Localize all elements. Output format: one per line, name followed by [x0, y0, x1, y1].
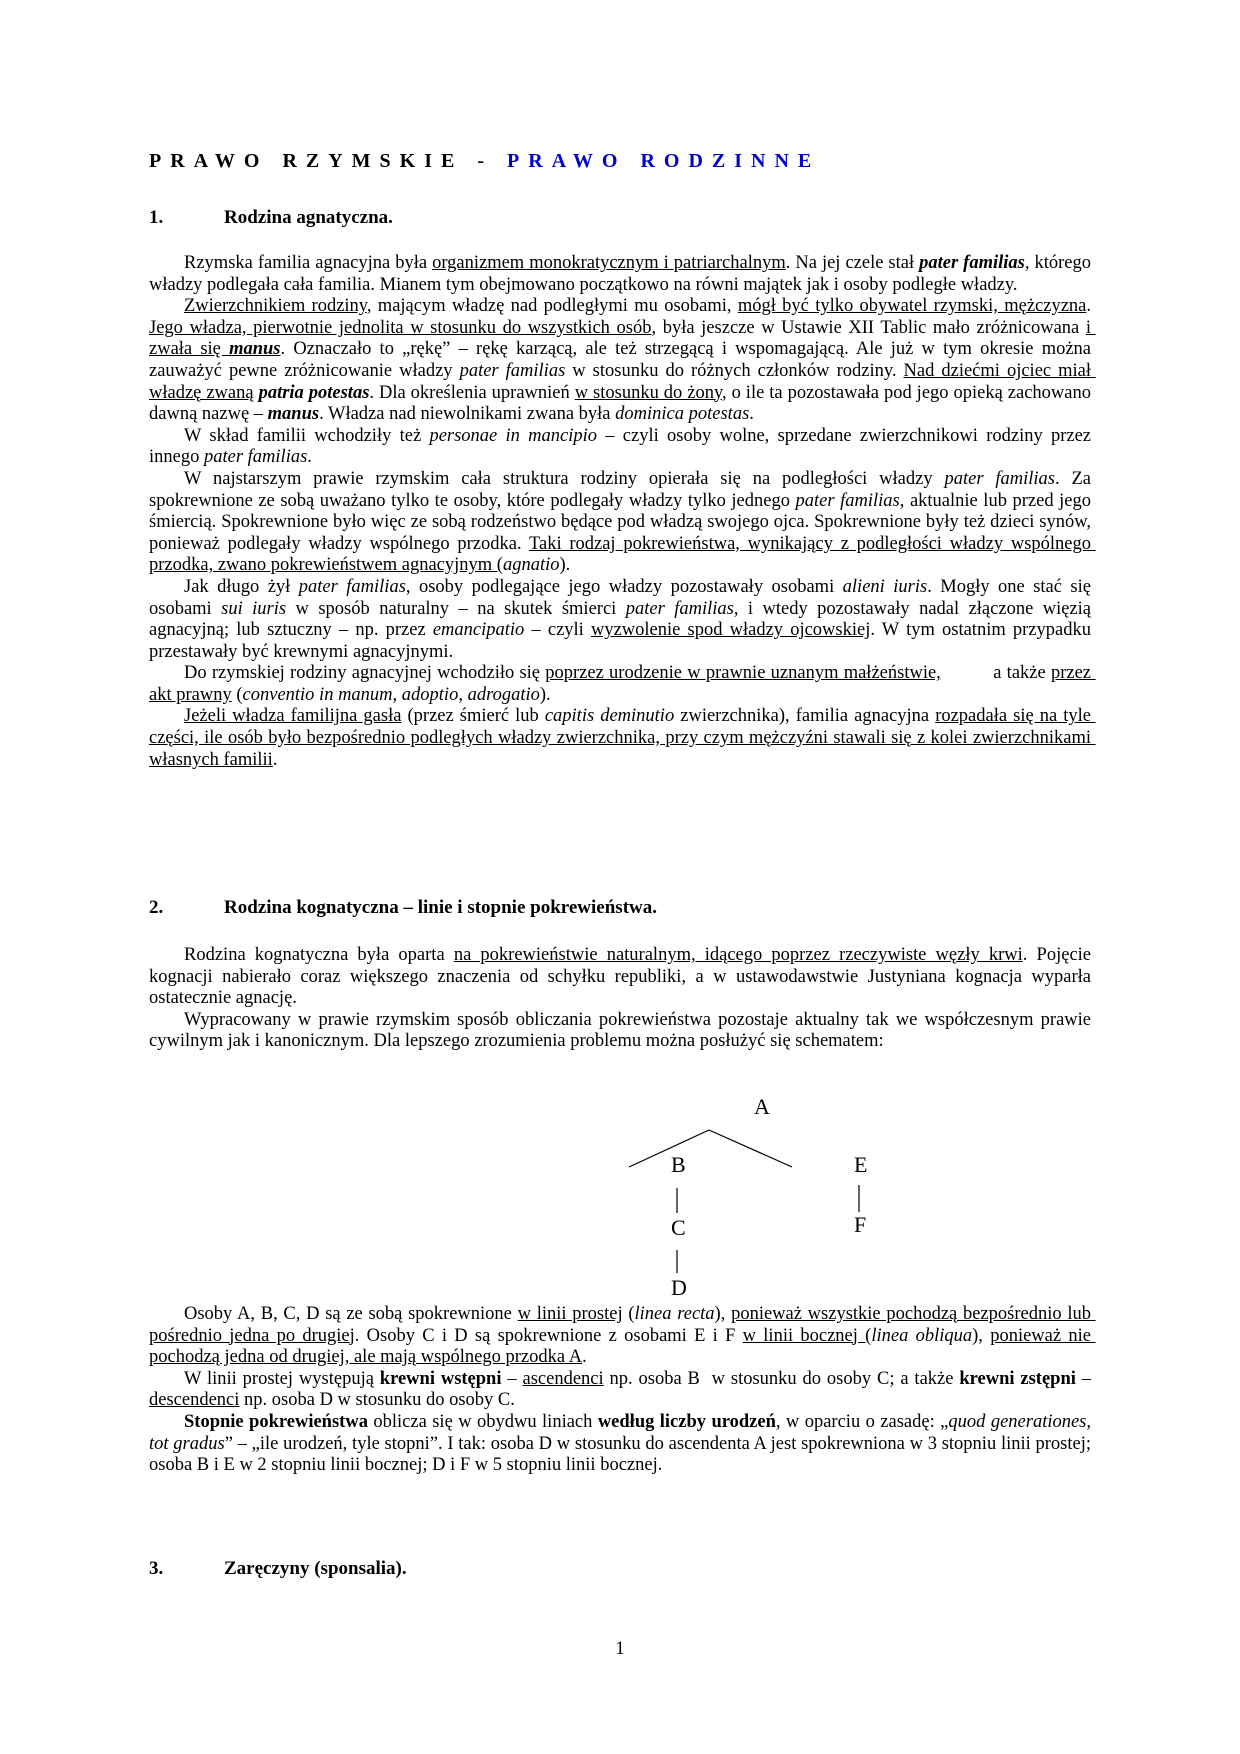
text-run: W linii prostej występują [184, 1368, 380, 1389]
text-run: . [582, 1347, 587, 1368]
text-run: linea recta [634, 1304, 715, 1324]
text-run: na pokrewieństwie naturalnym, idącego poprzez rzeczywiste węzły krwi [453, 945, 1023, 965]
text-run: . Mogły one stać się osobami [149, 576, 1096, 619]
text-run: Do rzymskiej rodziny agnacyjnej wchodziło się [184, 663, 546, 684]
document-title [149, 150, 820, 173]
text-run: pater familias [203, 447, 308, 468]
text-run: . [749, 404, 754, 425]
text-run: . Dla określenia uprawnień [369, 382, 575, 403]
text-run: , w oparciu o zasadę: „ [775, 1411, 949, 1432]
section-title: Zaręczyny (sponsalia). [224, 1558, 407, 1579]
paragraph [149, 945, 1096, 1010]
section-heading-1 [149, 207, 393, 229]
text-run: w sposób naturalny – na skutek śmierci [286, 598, 626, 619]
section-heading-3 [149, 1558, 407, 1580]
text-run: Rzymska familia agnacyjna była [184, 253, 433, 273]
text-run: pater familias [625, 598, 734, 619]
text-run: , aktualnie lub przed jego śmiercią. Spokrewnione było więc ze sobą rodzeństwo będące pod władzą swojego ojca. Spokrewnione były też dzieci synów, ponieważ podlegały władzy wspólnego przodka. [149, 490, 1096, 554]
text-run: (przez śmierć lub [401, 706, 545, 727]
node-a: A [754, 1094, 770, 1119]
section-number: 2. [149, 897, 164, 918]
node-f: F [854, 1212, 867, 1237]
paragraph [149, 663, 1096, 706]
text-run: w linii bocznej ( [742, 1325, 872, 1346]
kinship-lines [509, 1090, 829, 1310]
section-number: 3. [149, 1558, 164, 1579]
text-run: personae in mancipio [429, 425, 598, 446]
text-run: przez akt prawny [149, 663, 1096, 705]
node-c: C [671, 1215, 686, 1240]
page-number: 1 [615, 1638, 625, 1659]
section-1-body [149, 253, 1096, 771]
text-run: ), [972, 1325, 991, 1346]
text-run: agnatio [502, 555, 560, 576]
text-run: capitis deminutio [544, 706, 675, 727]
section-title: Rodzina agnatyczna. [224, 207, 393, 228]
kinship-diagram [509, 1090, 868, 1310]
text-run: pater familias [919, 253, 1025, 273]
text-run: , mającym władzę nad podległymi mu osobami, [366, 296, 738, 317]
text-run: Jego władza, pierwotnie jednolita w stosunku do wszystkich osób [149, 317, 652, 338]
text-run: ), [714, 1304, 732, 1324]
text-run: Zwierzchnikiem rodziny [184, 296, 367, 317]
text-run: oblicza się w obydwu liniach [367, 1411, 598, 1432]
text-run: ” – „ile urodzeń, tyle stopni”. I tak: osoba D w stosunku do ascendenta A jest spokrewniona w 3 stopniu linii prostej; osoba B i E w 2 stopniu linii bocznej; D i F w 5 stopniu linii bocznej. [149, 1433, 1096, 1476]
text-run: krewni zstępni [959, 1368, 1076, 1389]
text-run: Nad dziećmi ojciec miał władzę zwaną [149, 360, 1096, 403]
text-run: według liczby urodzeń [597, 1411, 776, 1432]
text-run: w stosunku do różnych członków rodziny. [565, 360, 904, 381]
text-run: . Oznaczało to „rękę” – rękę karzącą, ale też strzegącą i wspomagającą. Ale już w tym okresie można zauważyć pewne zróżnicowanie władzy [149, 339, 1096, 381]
kinship-line-ef [839, 1180, 879, 1240]
text-run: organizmem monokratycznym i patriarchalnym [432, 253, 786, 273]
text-run: pater familias [298, 576, 406, 597]
text-run: Taki rodzaj pokrewieństwa, wynikający z podległości władzy wspólnego przodka, zwano pokrewieństwem agnacyjnym ( [149, 533, 1096, 576]
text-run: , osoby podlegające jego władzy pozostawały osobami [405, 576, 843, 597]
text-run: pater familias [795, 490, 900, 511]
text-run: – czyli [524, 620, 591, 641]
text-run: – [1075, 1368, 1096, 1389]
text-run: ). [539, 684, 551, 705]
text-run: rozpadała się na tyle części, ile osób było bezpośrednio podległych władzy zwierzchnika, przy czym mężczyźni stawali się z kolei zwierzchnikami własnych familii [149, 706, 1096, 770]
text-run: mógł być tylko obywatel rzymski, mężczyzna [737, 296, 1087, 317]
text-run: krewni wstępni [379, 1368, 502, 1389]
text-run: patria potestas [258, 382, 370, 403]
text-run: . [1086, 296, 1096, 317]
section-number: 1. [149, 207, 164, 228]
text-run: w stosunku do żony [574, 382, 722, 403]
text-run: . Władza nad niewolnikami zwana była [319, 404, 616, 425]
text-run: , o ile ta pozostawała pod jego opieką zachowano dawną nazwę – [149, 382, 1096, 425]
text-run: np. osoba B w stosunku do osoby C; a także [603, 1368, 960, 1389]
text-run: ( [231, 684, 243, 705]
section-heading-2 [149, 897, 657, 919]
node-b: B [671, 1152, 686, 1177]
text-run: manus [267, 404, 320, 425]
text-run: W najstarszym prawie rzymskim cała struktura rodziny opierała się na podległości władzy [184, 468, 945, 489]
title-main: PRAWO RZYMSKIE - [149, 150, 508, 172]
text-run: quod generationes, tot gradus [149, 1411, 1096, 1454]
paragraph [149, 296, 1096, 426]
text-run: ponieważ nie pochodzą jedna od drugiej, ale mają wspólnego przodka A [149, 1325, 1096, 1368]
text-run: . Osoby C i D są spokrewnione z osobami E i F [354, 1325, 743, 1346]
text-run: emancipatio [432, 620, 525, 641]
text-run: ). [559, 555, 571, 576]
text-run: zwierzchnika), familia agnacyjna [674, 706, 936, 727]
text-run: . Na jej czele stał [785, 253, 920, 273]
text-run: linea obliqua [871, 1325, 973, 1346]
text-run: sui iuris [221, 598, 287, 619]
text-run: – [501, 1368, 523, 1389]
node-d: D [671, 1275, 687, 1300]
paragraph [149, 576, 1096, 663]
paragraph [149, 425, 1096, 469]
paragraph [149, 253, 1096, 296]
text-run: wyzwolenie spod władzy ojcowskiej [590, 620, 871, 641]
section-title: Rodzina kognatyczna – linie i stopnie pokrewieństwa. [224, 897, 657, 918]
text-run: Jak długo żył [184, 576, 299, 597]
paragraph [149, 1009, 1096, 1053]
section-2-body [149, 945, 1096, 1053]
paragraph [149, 1411, 1096, 1477]
text-run: Wypracowany w prawie rzymskim sposób obliczania pokrewieństwa pozostaje aktualny tak we współczesnym prawie cywilnym jak i kanonicznym. Dla lepszego zrozumienia problemu można posłużyć się schematem: [149, 1009, 1096, 1052]
text-run: . [272, 749, 278, 770]
text-run: dominica potestas [615, 404, 750, 425]
paragraph [149, 1304, 1096, 1369]
text-run: W skład familii wchodziły też [184, 425, 430, 446]
text-run: ponieważ wszystkie pochodzą bezpośrednio lub pośrednio jedna po drugiej [149, 1304, 1096, 1346]
text-run: , i wtedy pozostawały nadal złączone więzią agnacyjną; lub sztuczny – np. przez [149, 598, 1096, 641]
paragraph [149, 468, 1096, 577]
text-run: conventio in manum, adoptio, adrogatio [242, 684, 540, 705]
text-run: Rodzina kognatyczna była oparta [184, 945, 454, 965]
paragraph [149, 706, 1096, 771]
text-run: manus [229, 339, 281, 360]
text-run: a także [940, 663, 1051, 684]
text-run: Osoby A, B, C, D są ze sobą spokrewnione [184, 1304, 518, 1324]
text-run: pater familias [459, 360, 566, 381]
text-run: . W tym ostatnim przypadku przestawały być krewnymi agnacyjnymi. [149, 620, 1096, 662]
text-run: pater familias [944, 468, 1055, 489]
text-run: w linii prostej [517, 1304, 623, 1324]
text-run: , którego władzy podlegała cała familia. Mianem tym obejmowano początkowo na równi majątek jak i osoby podległe władzy. [149, 253, 1096, 295]
title-subject: PRAWO RODZINNE [507, 150, 821, 172]
text-run: , była jeszcze w Ustawie XII Tablic mało zróżnicowana [651, 317, 1086, 338]
text-run: ascendenci [522, 1368, 604, 1389]
text-run: i zwała się [149, 317, 1096, 360]
text-run: poprzez urodzenie w prawnie uznanym małżeństwie, [545, 663, 941, 684]
text-run: . Pojęcie kognacji nabierało coraz większego znaczenia od schyłku republiki, a w ustawodawstwie Justyniana kognacja wyparła ostatecznie agnację. [149, 945, 1096, 1009]
text-run: ( [622, 1304, 635, 1324]
node-e: E [854, 1152, 868, 1177]
text-run: . [307, 447, 312, 468]
text-run: np. osoba D w stosunku do osoby C. [239, 1390, 515, 1411]
section-2-body-after [149, 1304, 1096, 1477]
text-run: . Za spokrewnione ze sobą uważano tylko te osoby, które podlegały władzy tylko jednego [149, 468, 1096, 511]
paragraph [149, 1368, 1096, 1412]
text-run: Stopnie pokrewieństwa [184, 1411, 368, 1432]
text-run: alieni iuris [842, 576, 928, 597]
text-run: – czyli osoby wolne, sprzedane zwierzchnikowi rodziny przez innego [149, 425, 1096, 468]
text-run: Jeżeli władza familijna gasła [184, 706, 402, 727]
text-run: descendenci [149, 1390, 240, 1411]
